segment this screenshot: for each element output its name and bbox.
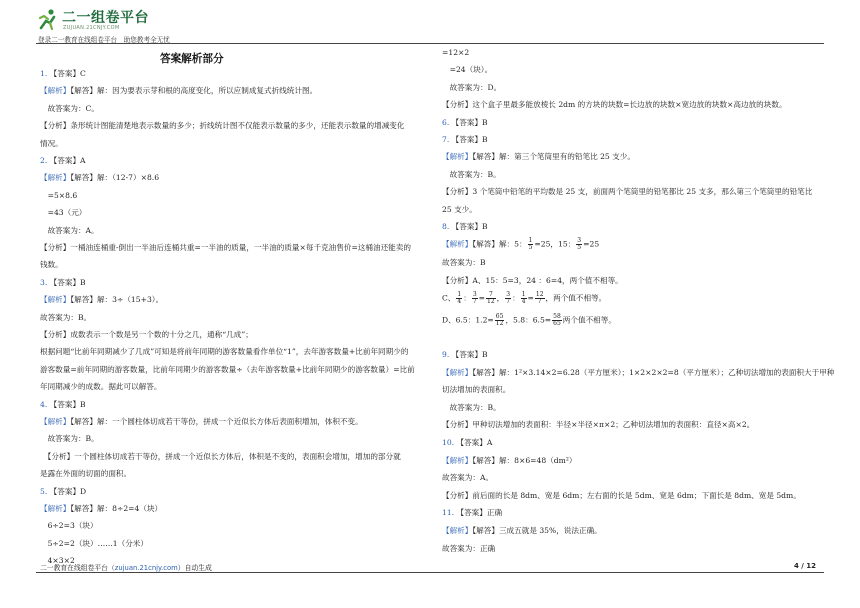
line-text: 【答案】B (451, 117, 488, 127)
text-line (442, 152, 822, 162)
text-line (40, 243, 420, 253)
fraction: $\frac{3}{5}$ (577, 237, 582, 251)
line-text: 【答案】B (451, 222, 488, 231)
line-text: 【解答】解：8×6=48（dm²） (472, 455, 577, 465)
q8-analysis-c: C、 $\frac{1}{4}$ ： $\frac{3}{7}$ = $\frac{7}{12}$ ， $\frac{3}{7}$ ： $\frac{1}{4}$ = $\frac{12}{7}$ ，两个值不相等。 (442, 291, 607, 305)
text-line (442, 65, 822, 75)
text-line (442, 420, 822, 430)
line-tag: 4. (40, 399, 50, 409)
line-text: 【答案】A (49, 156, 86, 165)
site-logo (36, 6, 156, 34)
line-tag: 5. (40, 486, 50, 496)
line-text: 【答案】B (49, 277, 86, 287)
text-line (442, 403, 822, 413)
text-line (40, 295, 420, 305)
line-tag: 11. (442, 508, 457, 518)
line-text: 【答案】B (451, 135, 488, 144)
text-line (40, 521, 420, 531)
line-text: =12×2 (442, 48, 470, 57)
text-line (40, 330, 420, 340)
line-text: 根据问题“比前年同期减少了几成”可知是将前年同期的游客数量看作单位“1”，去年游客数量+比前年同期少的 (40, 347, 409, 357)
line-text: 【分析】一个圆柱体切成若干等份，拼成一个近似长方体后，体积是不变的，表面积会增加，增加的部分就 (40, 451, 401, 461)
footer-link[interactable]: zujuan.21cnjy.com (114, 564, 178, 572)
text-line (442, 100, 822, 110)
line-text: 游客数量=前年同期的游客数量，比前年同期少的游客数量÷（去年游客数量+比前年同期少的游客数量）=比前 (40, 364, 415, 374)
line-text: 【分析】甲种切法增加的表面积：半径×半径×π×2；乙种切法增加的表面积：直径×高×2。 (442, 420, 755, 430)
text-line (40, 226, 420, 236)
line-tag: 3. (40, 277, 50, 287)
text-line (442, 48, 822, 58)
text-line (40, 469, 420, 479)
text-line (442, 438, 822, 448)
text-line (40, 487, 420, 497)
text-line (40, 365, 420, 375)
line-text: 情况。 (40, 138, 63, 148)
text-line (40, 260, 420, 270)
line-text: 【答案】B (49, 399, 86, 409)
line-text: 故答案为：B。 (442, 169, 501, 179)
line-text: 【解答】三成五就是 35%，说法正确。 (472, 526, 602, 535)
footer-divider (36, 572, 824, 573)
line-text: 【解答】解：（12-7）×8.6 (70, 173, 160, 183)
line-tag: 9. (442, 350, 452, 359)
line-tag: 10. (442, 438, 457, 447)
text-line (40, 139, 420, 149)
text-line (442, 473, 822, 483)
line-tag: 【解析】 (442, 367, 473, 377)
text-line (40, 121, 420, 131)
text-line (40, 400, 420, 410)
line-text: 【分析】这个盒子里最多能放棱长 2dm 的方块的块数=长边放的块数×宽边放的块数×高边放的块数。 (442, 100, 787, 110)
text-line (442, 118, 822, 128)
logo-subtext: ZUJUAN.21CNJY.COM (63, 25, 120, 31)
page-title: 答案解析部分 (160, 53, 224, 65)
line-text: 是露在外面的切面的面积。 (40, 469, 132, 479)
line-text: 【答案】C (49, 69, 86, 78)
text-line (442, 83, 822, 93)
line-text: 故答案为：正确 (442, 543, 496, 553)
text-line (442, 385, 822, 395)
text-line (442, 135, 822, 145)
q8-analysis-a: 【分析】A、15：5=3，24 ：6=4，两个值不相等。 (442, 276, 623, 285)
line-text: 【解答】解：第三个笔筒里有的铅笔比 25 支少。 (472, 152, 635, 162)
text-line (40, 417, 420, 427)
line-text: 5÷2=2（块）……1（分米） (40, 538, 148, 548)
line-text: 【解答】解：3÷（15+3）。 (70, 295, 164, 305)
line-tag: 【解析】 (40, 86, 71, 96)
text-line (442, 456, 822, 466)
logo-text: 二一组卷平台 (62, 10, 149, 26)
line-text: 【分析】一桶油连桶重-倒出一半油后连桶共重=一半油的质量，一半油的质量×每千克油售价=这桶油还能卖的 (40, 243, 411, 252)
line-text: 【解答】解：因为要表示芽和根的高度变化，所以应制成复式折线统计图。 (70, 86, 318, 96)
line-text: 【分析】3 个笔筒中铅笔的平均数是 25 支，前面两个笔筒里的铅笔都比 25 支多，那么第三个笔筒里的铅笔比 (442, 187, 813, 197)
line-tag: 【解析】 (442, 526, 473, 535)
line-tag: 7. (442, 135, 452, 144)
q8-analysis-d: D、6.5：1.2= $\frac{65}{12}$ ，5.8：6.5= $\frac{58}{65}$ 两个值不相等。 (442, 313, 616, 327)
text-line (40, 313, 420, 323)
page-number: 4 / 12 (793, 562, 816, 570)
header-tagline: 登录二一教育在线组卷平台 助您教考全无忧 (38, 36, 170, 44)
runner-logo-icon (36, 8, 60, 32)
text-line (442, 508, 822, 518)
text-line (40, 208, 420, 218)
line-tag: 【解析】 (40, 417, 71, 426)
text-line (442, 367, 835, 378)
line-text: =5×8.6 (40, 190, 78, 200)
text-line (442, 187, 822, 197)
text-line (442, 491, 822, 501)
line-text: 故答案为：A。 (40, 225, 99, 235)
text-line (40, 173, 420, 183)
text-line (40, 382, 420, 392)
text-line (40, 347, 420, 357)
line-text: =43（元） (40, 208, 87, 218)
line-text: 年同期减少的成数。据此可以解答。 (40, 382, 162, 392)
text-line (442, 170, 822, 180)
line-text: 【解答】解：1²×3.14×2=6.28（平方厘米）；1×2×2×2=8（平方厘米）；乙种切法增加的表面积大于甲种 (472, 367, 835, 377)
line-text: 6÷2=3（块） (40, 521, 98, 531)
text-line (40, 69, 420, 79)
header-divider (36, 43, 824, 44)
line-text: 钱数。 (40, 260, 63, 270)
footer-text: 二一教育在线组卷平台（zujuan.21cnjy.com）自动生成 (40, 564, 212, 572)
line-text: 故答案为：B。 (40, 312, 92, 322)
text-line (40, 156, 420, 166)
text-line (40, 434, 420, 444)
q8-solution: 【解析】【解答】解：5： $\frac{1}{5}$ =25，15： $\frac{3}{5}$ =25 (442, 237, 600, 251)
line-tag: 2. (40, 156, 50, 165)
line-tag: 【解析】 (442, 455, 473, 465)
line-text: 故答案为：B。 (40, 434, 99, 444)
line-tag: 6. (442, 117, 452, 127)
line-text: 【解答】解：8÷2=4（块） (70, 504, 163, 513)
line-tag: 【解析】 (40, 173, 71, 183)
line-text: 故答案为：C。 (40, 103, 99, 113)
text-line (40, 86, 420, 96)
text-line (442, 544, 822, 554)
line-tag: 8. (442, 222, 452, 231)
line-text: 【答案】D (49, 486, 87, 496)
line-text: 【分析】成数表示一个数是另一个数的十分之几，通称“几成”； (40, 330, 253, 339)
line-text: 【答案】A (456, 438, 493, 447)
line-text: 【分析】前后面的长是 8dm、宽是 6dm；左右面的长是 5dm、宽是 6dm；下面长是 8dm、宽是 5dm。 (442, 490, 801, 500)
text-line (40, 452, 420, 462)
text-line (40, 539, 420, 549)
line-text: 故答案为：D。 (442, 82, 502, 92)
line-text: 【分析】条形统计图能清楚地表示数量的多少；折线统计图不仅能表示数量的多少，还能表示数量的增减变化 (40, 121, 405, 131)
line-text: 【解答】解：一个圆柱体切成若干等份，拼成一个近似长方体后表面积增加，体积不变。 (70, 417, 363, 426)
text-line (442, 222, 822, 232)
line-text: 4×3×2 (40, 556, 75, 566)
text-line (40, 278, 420, 288)
q8-answer: 故答案为：B (442, 258, 486, 267)
line-tag: 1. (40, 69, 50, 78)
analysis-tag: 【解析】 (442, 239, 473, 249)
fraction: $\frac{1}{5}$ (528, 237, 533, 251)
line-text: 【答案】正确 (456, 508, 503, 518)
line-text: 25 支少。 (442, 204, 477, 214)
text-line (442, 205, 822, 215)
text-line (40, 191, 420, 201)
line-text: 切法增加的表面积。 (442, 385, 511, 395)
text-line (442, 350, 822, 360)
text-line (442, 526, 822, 536)
line-text: 故答案为：B。 (442, 402, 501, 412)
line-text: 故答案为：A。 (442, 473, 494, 483)
text-line (40, 504, 420, 514)
line-tag: 【解析】 (40, 504, 71, 513)
line-tag: 【解析】 (442, 152, 473, 162)
line-text: =24（块）。 (442, 65, 493, 75)
text-line (40, 104, 420, 114)
line-text: 【答案】B (451, 350, 488, 359)
line-tag: 【解析】 (40, 295, 71, 305)
